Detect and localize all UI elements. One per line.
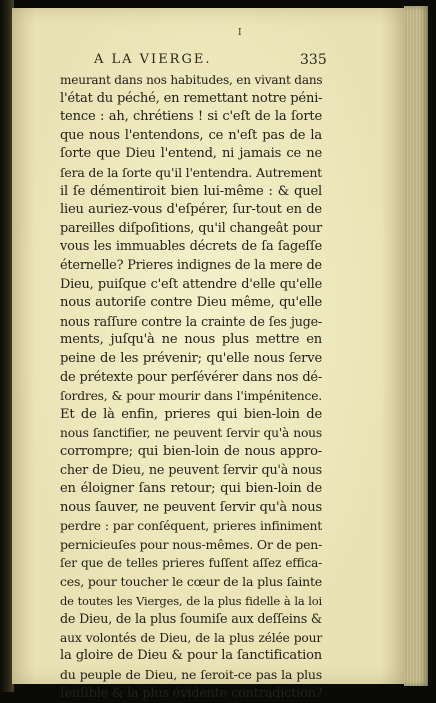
text-line: pernicieuſes pour nous-mêmes. Or de pen- xyxy=(60,536,323,552)
text-line: nous raſſure contre la crainte de ſes juge- xyxy=(60,313,322,329)
text-line: ments, juſqu'à ne nous plus mettre en xyxy=(60,332,322,348)
text-line: ſera de la ſorte qu'il l'entendra. Autrement xyxy=(60,164,322,180)
text-line: l'état du péché, en remettant notre péni- xyxy=(60,90,323,106)
book-page xyxy=(12,8,404,701)
text-line: tence : ah, chrétiens ! si c'eſt de la ſorte xyxy=(60,109,322,125)
text-line: vous les immuables décrets de ſa ſageſſe xyxy=(60,239,322,255)
text-line: ces, pour toucher le cœur de la plus ſainte xyxy=(60,574,322,590)
text-line: aux volontés de Dieu, de la plus zélée pour xyxy=(60,630,322,645)
text-line: nous ſanctifier, ne peuvent ſervir qu'à nous xyxy=(60,426,322,441)
background-edge xyxy=(428,0,436,692)
text-line: Et de là enfin, prieres qui bien-loin de xyxy=(60,406,322,422)
running-head: A LA VIERGE. xyxy=(94,52,212,67)
text-line: que nous l'entendons, ce n'eſt pas de la xyxy=(60,127,322,143)
text-line: lieu auriez-vous d'eſpérer, ſur-tout en de xyxy=(60,202,322,218)
text-line: corrompre; qui bien-loin de nous appro- xyxy=(60,443,322,459)
text-line: ſer que de telles prieres fuſſent aſſez effica- xyxy=(60,556,322,571)
body-text xyxy=(60,71,322,703)
text-line: du peuple de Dieu, ne ſeroit-ce pas la plus xyxy=(60,667,322,682)
text-line: de Dieu, de la plus ſoumiſe aux deſſeins & xyxy=(60,611,322,627)
page-number: 335 xyxy=(300,52,327,68)
text-line: perdre : par conſéquent, prieres infiniment xyxy=(60,519,322,534)
text-line: Dieu, puiſque c'eſt attendre d'elle qu'elle xyxy=(60,276,322,292)
text-line: ſordres, & pour mourir dans l'impénitence. xyxy=(60,389,322,404)
text-line: meurant dans nos habitudes, en vivant dans xyxy=(60,73,323,87)
text-line: ſenſible & la plus évidente contradiction? xyxy=(60,685,323,701)
text-line: éternelle? Prieres indignes de la mere de xyxy=(60,257,322,273)
text-line: peine de les prévenir; qu'elle nous ſerve xyxy=(60,350,322,366)
text-line: la gloire de Dieu & pour la ſanctification xyxy=(60,648,322,664)
signature-mark: I xyxy=(238,28,242,38)
text-line: nous ſauver, ne peuvent ſervir qu'à nous xyxy=(60,499,322,515)
text-line: de toutes les Vierges, de la plus fidelle à la loi xyxy=(60,593,322,608)
text-line: ſorte que Dieu l'entend, ni jamais ce ne xyxy=(60,146,322,162)
text-line: cher de Dieu, ne peuvent ſervir qu'à nous xyxy=(60,462,322,478)
text-line: pareilles diſpoſitions, qu'il changeât pour xyxy=(60,220,322,236)
text-line: en éloigner ſans retour; qui bien-loin de xyxy=(60,481,322,497)
text-line: il ſe démentiroit bien lui-même : & quel xyxy=(60,183,322,199)
text-line: nous autoriſe contre Dieu même, qu'elle xyxy=(60,295,322,311)
text-line: de prétexte pour perſévérer dans nos dé- xyxy=(60,369,322,385)
page-fore-edge xyxy=(404,6,428,686)
